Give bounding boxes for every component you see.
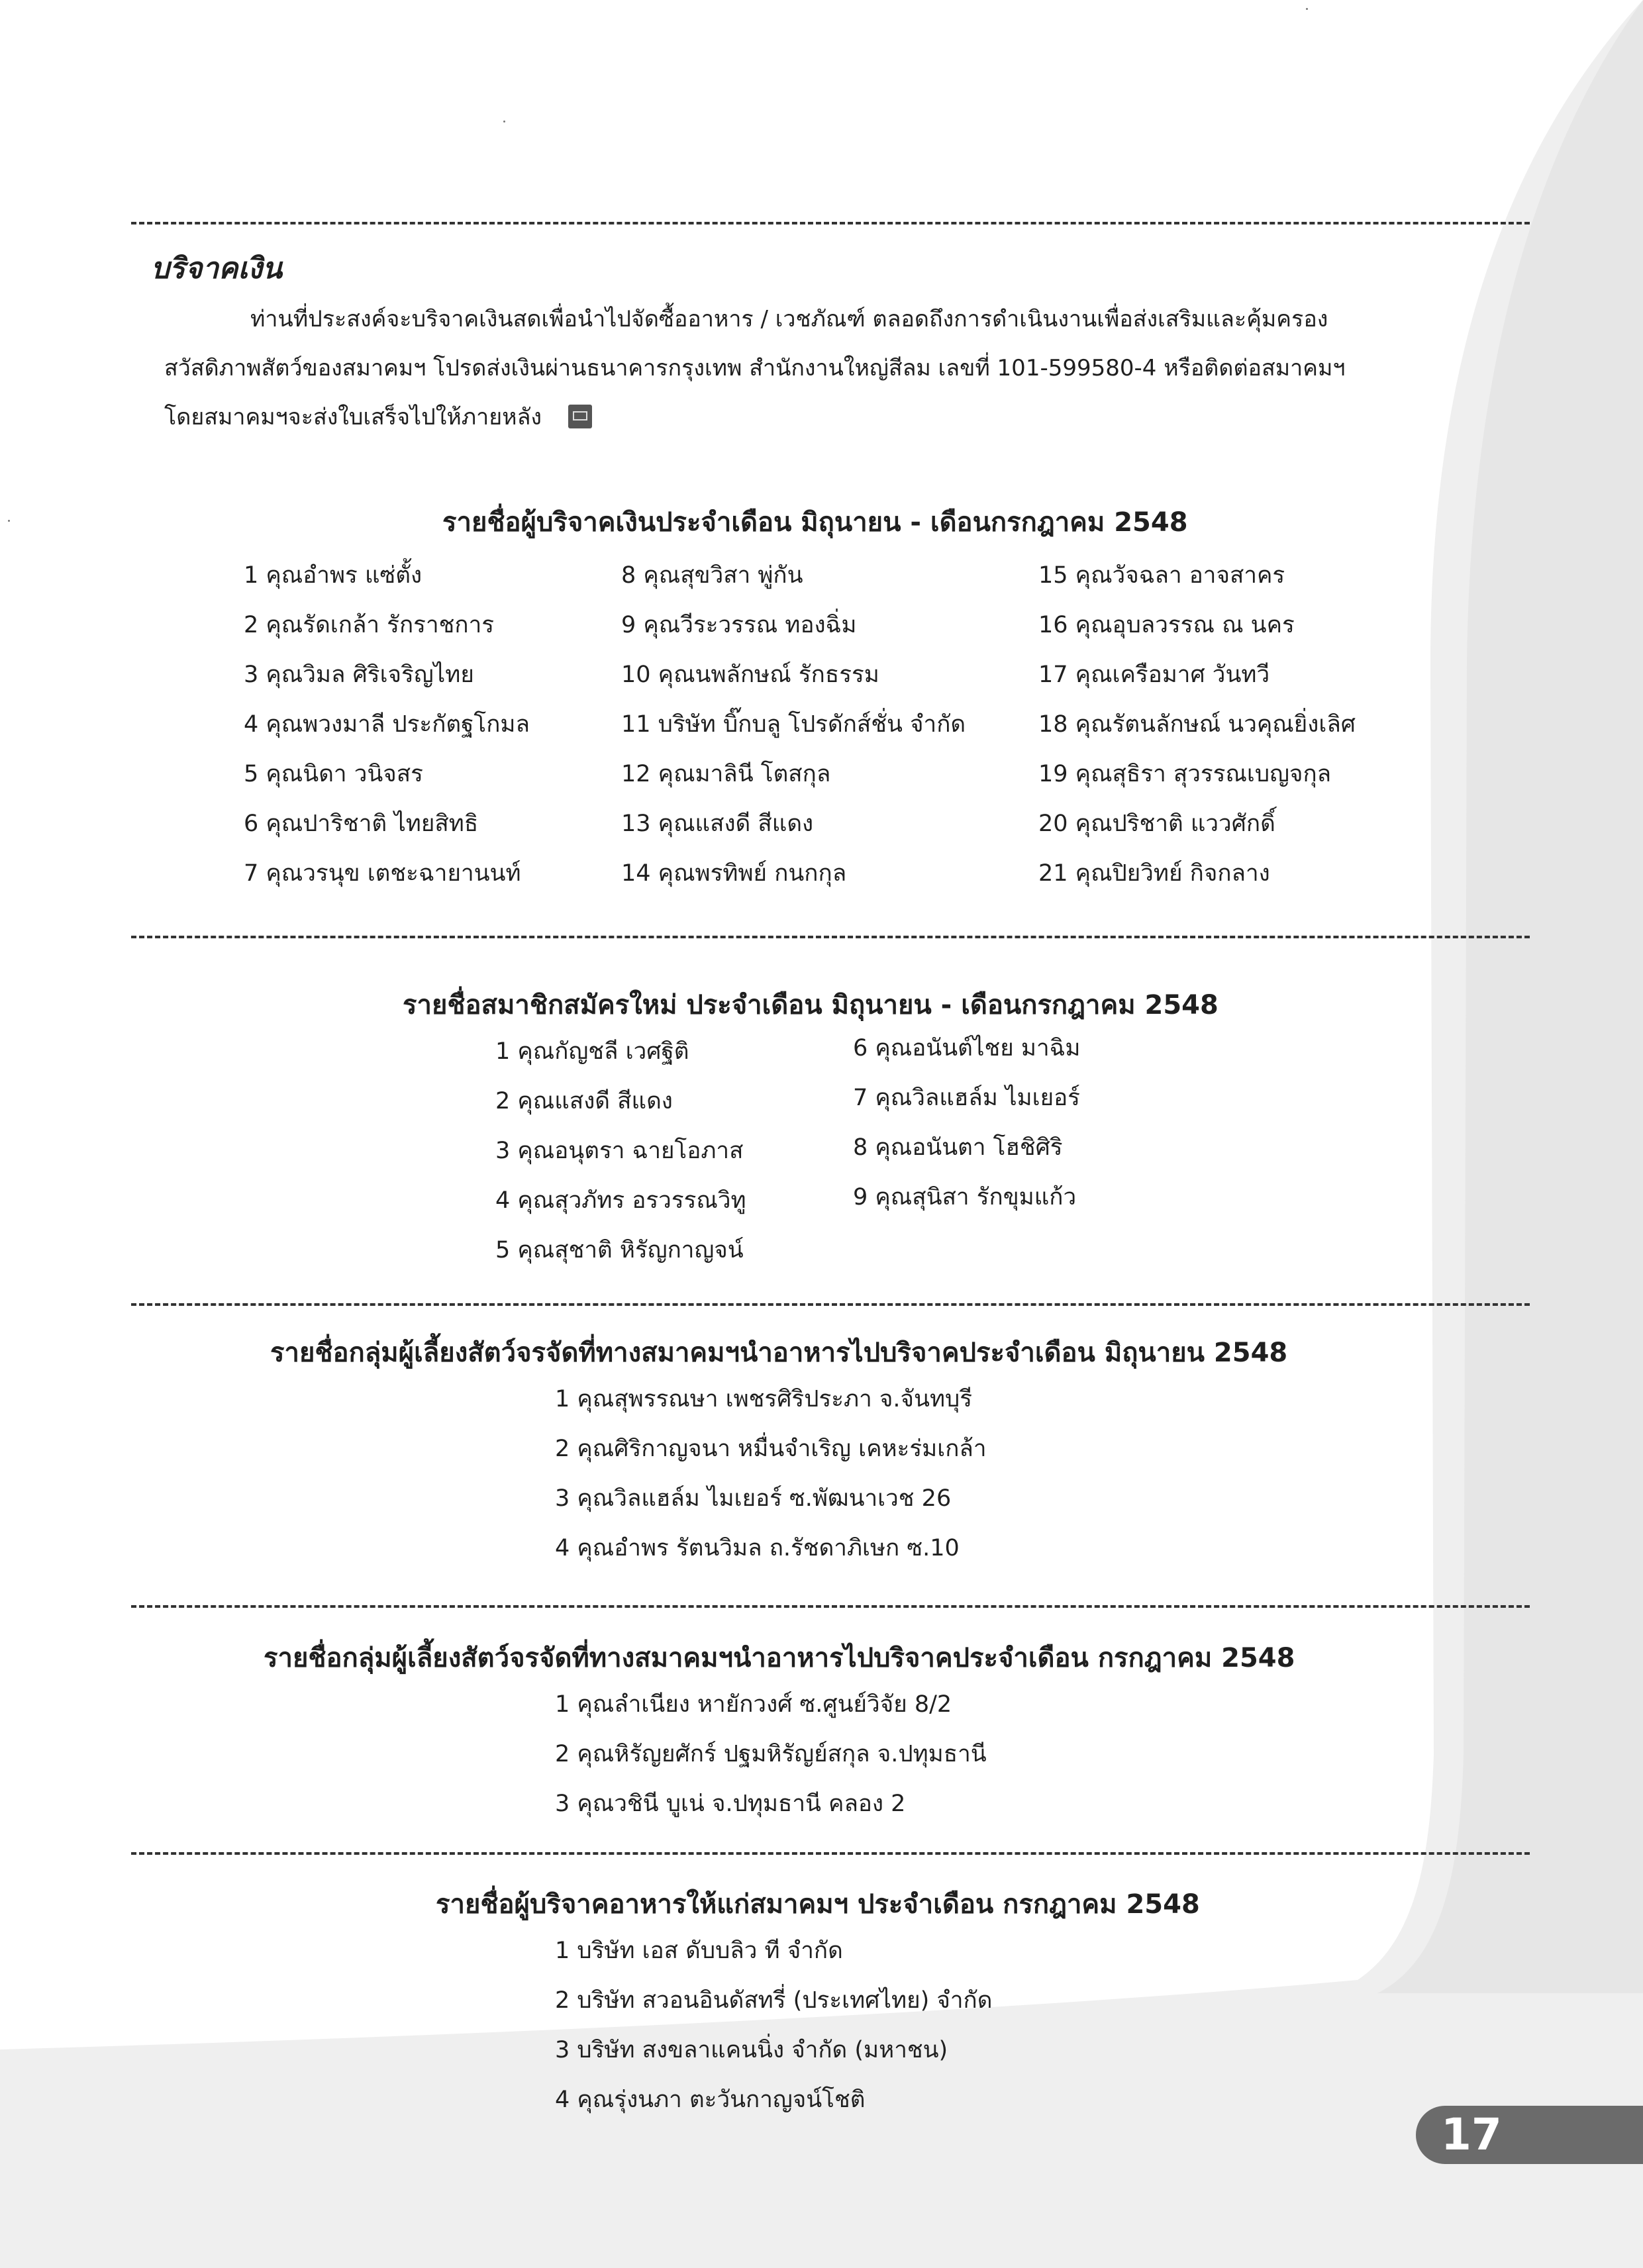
stray-july-title: รายชื่อกลุ่มผู้เลี้ยงสัตว์จรจัดที่ทางสมาคมฯนำอาหารไปบริจาคประจำเดือน กรกฎาคม 2548 — [264, 1643, 1295, 1673]
donation-text-line3: โดยสมาคมฯจะส่งใบเสร็จไปให้ภายหลัง — [164, 404, 542, 430]
money-donors-col2 — [621, 551, 966, 899]
page-number: 17 — [1441, 2109, 1502, 2160]
section-divider — [131, 222, 1530, 224]
new-members-title: รายชื่อสมาชิกสมัครใหม่ ประจำเดือน มิถุนายน - เดือนกรกฎาคม 2548 — [403, 990, 1219, 1020]
list-item: 3 คุณอนุตรา ฉายโอภาส — [495, 1138, 744, 1164]
list-item: 2 คุณหิรัญยศักร์ ปฐมหิรัญย์สกุล จ.ปทุมธานี — [555, 1741, 987, 1767]
list-item: 11 บริษัท บิ๊กบลู โปรดักส์ชั่น จำกัด — [621, 711, 966, 738]
list-item: 3 คุณวิลแฮล์ม ไมเยอร์ ซ.พัฒนาเวช 26 — [555, 1485, 952, 1512]
section-divider — [131, 1303, 1530, 1306]
list-item: 21 คุณปิยวิทย์ กิจกลาง — [1038, 860, 1270, 887]
list-item: 18 คุณรัตนลักษณ์ นวคุณยิ่งเลิศ — [1038, 711, 1356, 738]
list-item: 1 บริษัท เอส ดับบลิว ที จำกัด — [555, 1938, 843, 1964]
list-item: 19 คุณสุธิรา สุวรรณเบญจกุล — [1038, 761, 1332, 787]
money-donors-title: รายชื่อผู้บริจาคเงินประจำเดือน มิถุนายน - เดือนกรกฎาคม 2548 — [442, 507, 1188, 538]
page-number-badge — [1416, 2106, 1643, 2164]
list-item: 5 คุณสุชาติ หิรัญกาญจน์ — [495, 1237, 744, 1263]
list-item: 16 คุณอุบลวรรณ ณ นคร — [1038, 612, 1295, 638]
list-item: 4 คุณสุวภัทร อรวรรณวิทู — [495, 1187, 746, 1214]
donation-text-line1: ท่านที่ประสงค์จะบริจาคเงินสดเพื่อนำไปจัดซื้ออาหาร / เวชภัณฑ์ ตลอดถึงการดำเนินงานเพื่อส่งเสริมและคุ้มครอง — [250, 306, 1328, 332]
list-item: 6 คุณปาริชาติ ไทยสิทธิ — [244, 811, 479, 837]
list-item: 2 คุณรัดเกล้า รักราชการ — [244, 612, 495, 638]
list-item: 4 คุณรุ่งนภา ตะวันกาญจน์โชติ — [555, 2087, 866, 2113]
section-divider — [131, 936, 1530, 938]
list-item: 4 คุณอำพร รัตนวิมล ถ.รัชดาภิเษก ซ.10 — [555, 1535, 960, 1561]
list-item: 3 คุณวิมล ศิริเจริญไทย — [244, 662, 474, 688]
list-item: 14 คุณพรทิพย์ กนกกุล — [621, 860, 847, 887]
new-members-col2 — [853, 1024, 1081, 1222]
donation-heading: บริจาคเงิน — [151, 252, 283, 285]
paper-speck — [1306, 8, 1308, 10]
stray-june-title: รายชื่อกลุ่มผู้เลี้ยงสัตว์จรจัดที่ทางสมาคมฯนำอาหารไปบริจาคประจำเดือน มิถุนายน 2548 — [270, 1338, 1288, 1368]
list-item: 6 คุณอนันต์ไชย มาฉิม — [853, 1035, 1081, 1061]
stray-july-list — [555, 1680, 987, 1829]
list-item: 20 คุณปริชาติ แววศักดิ์ — [1038, 811, 1275, 837]
list-item: 8 คุณสุขวิสา พู่กัน — [621, 562, 803, 589]
list-item: 2 บริษัท สวอนอินดัสทรี่ (ประเทศไทย) จำกัด — [555, 1987, 993, 2014]
list-item: 17 คุณเครือมาศ วันทวี — [1038, 662, 1270, 688]
list-item: 13 คุณแสงดี สีแดง — [621, 811, 814, 837]
list-item: 12 คุณมาลินี โตสกุล — [621, 761, 831, 787]
list-item: 1 คุณลำเนียง หายักวงศ์ ซ.ศูนย์วิจัย 8/2 — [555, 1691, 952, 1718]
list-item: 2 คุณแสงดี สีแดง — [495, 1088, 673, 1114]
paper-speck — [503, 121, 505, 123]
list-item: 3 คุณวชินี บูเน่ จ.ปทุมธานี คลอง 2 — [555, 1791, 906, 1817]
food-donors-list — [555, 1926, 992, 2125]
list-item: 5 คุณนิดา วนิจสร — [244, 761, 423, 787]
list-item: 7 คุณวรนุข เตชะฉายานนท์ — [244, 860, 521, 887]
list-item: 8 คุณอนันตา โฮชิศิริ — [853, 1134, 1063, 1161]
list-item: 10 คุณนพลักษณ์ รักธรรม — [621, 662, 879, 688]
new-members-col1 — [495, 1027, 746, 1275]
food-donors-title: รายชื่อผู้บริจาคอาหารให้แก่สมาคมฯ ประจำเดือน กรกฎาคม 2548 — [436, 1889, 1200, 1920]
paper-speck — [8, 520, 10, 522]
money-donors-col1 — [244, 551, 530, 899]
section-divider — [131, 1605, 1530, 1608]
list-item: 1 คุณสุพรรณษา เพชรศิริประภา จ.จันทบุรี — [555, 1386, 973, 1412]
list-item: 1 คุณกัญชลี เวศฐิติ — [495, 1038, 689, 1065]
section-divider — [131, 1852, 1530, 1855]
money-donors-col3 — [1038, 551, 1356, 899]
list-item: 3 บริษัท สงขลาแคนนิ่ง จำกัด (มหาชน) — [555, 2037, 948, 2063]
list-item: 2 คุณศิริกาญจนา หมื่นจำเริญ เคหะร่มเกล้า — [555, 1436, 987, 1462]
list-item: 9 คุณสุนิสา รักขุมแก้ว — [853, 1184, 1077, 1210]
donation-paragraph — [164, 295, 1456, 442]
list-item: 7 คุณวิลแฮล์ม ไมเยอร์ — [853, 1085, 1080, 1111]
envelope-icon — [568, 405, 592, 428]
donation-text-line2: สวัสดิภาพสัตว์ของสมาคมฯ โปรดส่งเงินผ่านธนาคารกรุงเทพ สำนักงานใหญ่สีลม เลขที่ 101-599580-4 หรือติดต่อสมาคมฯ — [164, 355, 1346, 381]
list-item: 9 คุณวีระวรรณ ทองฉิ่ม — [621, 612, 857, 638]
list-item: 4 คุณพวงมาลี ประกัตฐโกมล — [244, 711, 530, 738]
list-item: 15 คุณวัจฉลา อาจสาคร — [1038, 562, 1285, 589]
stray-june-list — [555, 1375, 986, 1573]
list-item: 1 คุณอำพร แซ่ตั้ง — [244, 562, 423, 589]
